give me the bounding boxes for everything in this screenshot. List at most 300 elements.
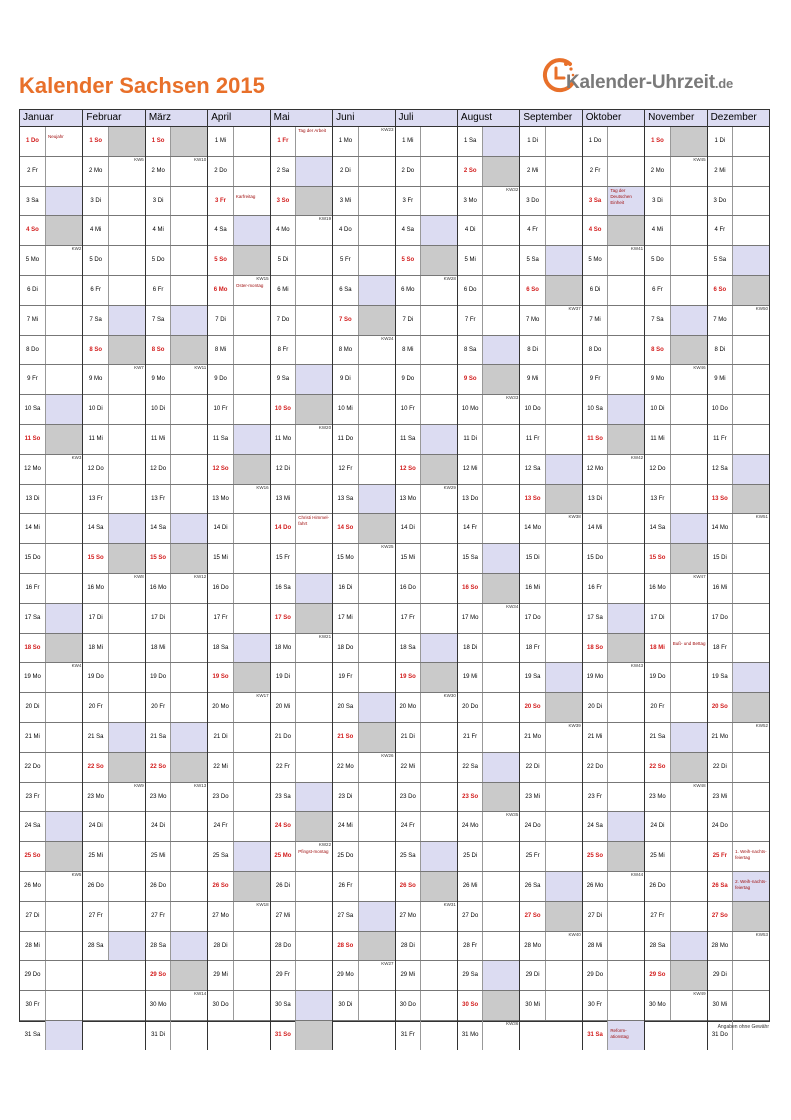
day-label: 23 So	[462, 793, 479, 800]
day-notes	[170, 634, 207, 663]
day-notes	[233, 455, 270, 484]
day-cell	[708, 216, 769, 246]
calendar-week-label: KW18	[256, 901, 269, 907]
day-cell	[146, 246, 207, 276]
day-notes	[545, 127, 582, 156]
day-label: 31 Do	[711, 1031, 728, 1038]
day-label: 18 Fr	[525, 644, 540, 651]
day-notes	[108, 216, 145, 245]
day-cell	[708, 276, 769, 306]
day-label: 21 Mo	[524, 733, 541, 740]
day-notes	[670, 216, 707, 245]
day-notes	[545, 216, 582, 245]
day-label: 5 Do	[89, 257, 103, 264]
day-label: 26 Di	[275, 882, 290, 889]
day-label: 10 Fr	[213, 406, 228, 413]
day-cell	[333, 783, 394, 813]
day-label: 25 Do	[337, 853, 354, 860]
calendar-week-label: KW20	[318, 424, 332, 430]
day-label: 26 Do	[649, 882, 666, 889]
day-notes	[170, 514, 207, 543]
day-label: 25 So	[587, 853, 604, 860]
day-cell	[208, 783, 269, 813]
day-notes	[482, 395, 519, 424]
holiday-name: Reform-ationstag	[610, 1027, 629, 1039]
day-notes	[607, 306, 644, 335]
day-notes	[358, 395, 395, 424]
calendar-week-label: KW9	[134, 782, 144, 788]
day-cell	[583, 872, 644, 902]
day-notes	[170, 1021, 207, 1050]
day-label: 12 Do	[87, 465, 104, 472]
day-cell	[83, 872, 144, 902]
day-notes	[108, 812, 145, 841]
day-notes	[420, 932, 457, 961]
day-notes	[295, 663, 332, 692]
day-label: 17 Fr	[400, 614, 415, 621]
day-cell	[20, 783, 82, 813]
day-cell	[146, 425, 207, 455]
day-cell	[708, 783, 769, 813]
day-notes	[545, 544, 582, 573]
day-label: 22 Mi	[400, 763, 416, 770]
month-header: Juni	[333, 110, 394, 127]
calendar-week-label: KW27	[381, 961, 394, 967]
day-notes	[108, 693, 145, 722]
day-notes	[108, 485, 145, 514]
day-label: 13 So	[711, 495, 728, 502]
month-header: Februar	[83, 110, 144, 127]
day-label: 11 Mi	[88, 435, 103, 442]
day-notes	[670, 544, 707, 573]
day-notes	[482, 842, 519, 871]
day-cell	[146, 157, 207, 187]
month-header: Januar	[20, 110, 82, 127]
day-notes	[295, 932, 332, 961]
day-label: 15 Mi	[400, 555, 416, 562]
day-cell	[583, 425, 644, 455]
day-cell	[396, 663, 457, 693]
day-cell	[20, 365, 82, 395]
day-notes	[295, 157, 332, 186]
day-cell	[20, 604, 82, 634]
day-cell	[583, 485, 644, 515]
day-cell	[520, 842, 581, 872]
day-label: 27 Fr	[650, 912, 665, 919]
day-cell	[583, 604, 644, 634]
day-label: 3 Di	[152, 197, 164, 204]
day-notes	[482, 187, 519, 216]
day-cell	[583, 306, 644, 336]
day-cell	[396, 961, 457, 991]
day-label: 24 Do	[524, 823, 541, 830]
calendar-week-label: KW37	[568, 305, 581, 311]
day-notes	[732, 902, 769, 931]
day-label: 24 Mi	[338, 823, 353, 830]
day-label: 18 Fr	[712, 644, 727, 651]
day-notes	[170, 455, 207, 484]
day-label: 9 Fr	[27, 376, 38, 383]
day-label: 19 Fr	[338, 674, 353, 681]
day-cell	[20, 485, 82, 515]
day-cell	[83, 842, 144, 872]
day-notes	[358, 663, 395, 692]
day-cell	[83, 306, 144, 336]
day-cell	[583, 127, 644, 157]
day-cell	[333, 604, 394, 634]
day-label: 15 Do	[24, 555, 41, 562]
day-label: 11 Di	[463, 435, 477, 442]
day-notes	[358, 425, 395, 454]
day-cell	[645, 455, 706, 485]
day-notes	[732, 395, 769, 424]
day-cell	[20, 216, 82, 246]
day-notes	[170, 872, 207, 901]
day-notes	[607, 663, 644, 692]
day-label: 25 Sa	[212, 853, 229, 860]
day-cell	[458, 574, 519, 604]
day-cell	[20, 336, 82, 366]
day-notes	[358, 544, 395, 573]
day-notes	[607, 336, 644, 365]
day-label: 28 Sa	[87, 942, 104, 949]
day-notes	[482, 991, 519, 1020]
day-cell	[520, 336, 581, 366]
day-label: 12 Do	[649, 465, 666, 472]
day-cell	[458, 216, 519, 246]
day-notes	[295, 336, 332, 365]
day-label: 16 Mo	[149, 584, 167, 591]
day-notes	[358, 306, 395, 335]
day-notes	[358, 693, 395, 722]
day-cell	[645, 187, 706, 217]
day-label: 15 Sa	[462, 555, 479, 562]
day-notes	[170, 812, 207, 841]
day-label: 20 Fr	[650, 704, 665, 711]
day-label: 5 Do	[651, 257, 664, 264]
day-label: 5 Di	[277, 257, 289, 264]
day-label: 12 Fr	[338, 465, 353, 472]
day-cell	[396, 783, 457, 813]
day-notes	[170, 395, 207, 424]
day-notes	[358, 634, 395, 663]
day-cell	[83, 753, 144, 783]
month-column	[270, 110, 332, 1050]
day-notes	[420, 693, 457, 722]
day-label: 26 So	[399, 882, 416, 889]
calendar-week-label: KW44	[630, 871, 644, 877]
day-label: 6 Fr	[652, 286, 663, 293]
day-label: 21 Sa	[150, 733, 166, 740]
day-cell	[146, 932, 207, 962]
day-notes	[670, 634, 707, 663]
day-cell	[271, 753, 332, 783]
day-label: 15 Mi	[213, 555, 228, 562]
day-label: 24 Mo	[461, 823, 479, 830]
day-cell	[645, 246, 706, 276]
day-label: 1 Mi	[214, 138, 227, 144]
day-label: 3 Sa	[26, 197, 39, 204]
day-cell	[583, 395, 644, 425]
day-notes	[45, 306, 82, 335]
day-notes	[295, 306, 332, 335]
day-cell	[583, 932, 644, 962]
day-cell	[583, 365, 644, 395]
day-notes	[358, 336, 395, 365]
day-notes	[108, 365, 145, 394]
day-cell	[83, 932, 144, 962]
day-notes	[420, 306, 457, 335]
day-notes	[295, 812, 332, 841]
day-cell	[20, 395, 82, 425]
day-cell	[458, 365, 519, 395]
day-notes	[295, 425, 332, 454]
day-notes	[420, 961, 457, 990]
day-label: 20 Fr	[88, 704, 103, 711]
day-notes	[732, 336, 769, 365]
day-notes	[482, 425, 519, 454]
day-label: 23 Sa	[275, 793, 291, 800]
calendar-week-label: KW46	[693, 365, 706, 371]
day-notes	[108, 425, 145, 454]
day-notes	[670, 187, 707, 216]
day-cell	[208, 365, 269, 395]
holiday-name: 2. Weih-nachts-feiertag	[735, 878, 767, 890]
day-label: 1 Di	[527, 138, 538, 144]
calendar-week-label: KW13	[193, 782, 207, 788]
day-notes	[295, 723, 332, 752]
day-label: 9 Fr	[589, 376, 601, 383]
day-label: 8 Mo	[338, 346, 353, 353]
day-cell	[20, 634, 82, 664]
day-cell	[208, 634, 269, 664]
day-notes	[607, 872, 644, 901]
day-notes	[45, 276, 82, 305]
day-cell	[708, 932, 769, 962]
day-cell	[333, 216, 394, 246]
day-label: 30 Do	[399, 1002, 416, 1009]
day-label: 28 Mi	[587, 942, 603, 949]
day-label: 2 Mi	[526, 167, 539, 174]
calendar-week-label: KW12	[193, 573, 207, 579]
day-cell	[83, 574, 144, 604]
day-label: 2 Mi	[714, 167, 726, 174]
day-label: 19 Sa	[712, 674, 728, 681]
calendar-week-label: KW6	[134, 156, 144, 162]
day-cell	[458, 1021, 519, 1050]
day-notes	[45, 634, 82, 663]
day-notes	[732, 157, 769, 186]
day-notes	[233, 991, 270, 1020]
day-label: 9 So	[463, 376, 477, 383]
day-label: 24 Do	[711, 823, 728, 830]
day-cell	[583, 187, 644, 217]
day-label: 27 Mo	[212, 912, 229, 919]
calendar-week-label: KW16	[256, 484, 269, 490]
day-label: 19 Mo	[586, 674, 604, 681]
day-label: 27 Do	[462, 912, 479, 919]
day-notes	[233, 663, 270, 692]
day-cell	[271, 336, 332, 366]
month-column	[82, 110, 144, 1050]
day-label: 11 Mi	[650, 435, 665, 442]
day-cell	[271, 1021, 332, 1050]
day-notes	[482, 455, 519, 484]
day-label: 13 So	[524, 495, 541, 502]
day-cell	[520, 932, 581, 962]
day-label: 30 Mo	[149, 1002, 167, 1009]
day-cell	[396, 574, 457, 604]
day-cell	[146, 365, 207, 395]
day-label: 3 Do	[713, 197, 727, 204]
day-label: 10 Di	[151, 406, 166, 413]
day-label: 23 Mo	[149, 793, 167, 800]
day-notes	[732, 753, 769, 782]
day-label: 31 Sa	[24, 1031, 41, 1038]
day-cell	[520, 187, 581, 217]
day-notes	[482, 365, 519, 394]
day-notes	[295, 544, 332, 573]
day-cell	[208, 544, 269, 574]
calendar-week-label: KW7	[134, 365, 144, 371]
day-notes	[482, 157, 519, 186]
day-notes	[545, 246, 582, 275]
day-label: 4 Sa	[214, 227, 227, 234]
day-notes	[170, 425, 207, 454]
calendar-week-label: KW39	[568, 722, 581, 728]
day-label: 18 So	[24, 644, 41, 651]
day-notes	[607, 127, 644, 156]
day-label: 14 Mi	[587, 525, 603, 532]
day-notes	[108, 932, 145, 961]
day-label: 9 Do	[214, 376, 227, 383]
day-notes	[545, 663, 582, 692]
day-notes	[670, 485, 707, 514]
day-label: 30 Mo	[649, 1002, 666, 1009]
day-cell	[520, 574, 581, 604]
day-cell	[146, 783, 207, 813]
day-notes	[482, 485, 519, 514]
calendar-week-label: KW8	[134, 573, 144, 579]
day-notes	[482, 216, 519, 245]
day-label: 25 Mi	[88, 853, 104, 860]
day-label: 13 Mo	[399, 495, 417, 502]
day-notes	[358, 127, 395, 156]
day-label: 3 Mi	[339, 197, 352, 204]
day-notes	[732, 187, 769, 216]
day-cell	[208, 455, 269, 485]
day-label: 14 Mo	[711, 525, 729, 532]
calendar-week-label: KW30	[443, 693, 456, 699]
day-cell	[396, 455, 457, 485]
day-label: 20 Di	[588, 704, 603, 711]
day-notes	[670, 604, 707, 633]
day-label: 8 Di	[527, 346, 538, 353]
day-label: 28 So	[337, 942, 354, 949]
day-label: 10 Mi	[338, 406, 353, 413]
month-column	[582, 110, 644, 1050]
day-notes	[607, 991, 644, 1020]
day-label: 14 Mo	[524, 525, 541, 532]
day-notes	[358, 842, 395, 871]
day-cell	[396, 306, 457, 336]
day-cell	[20, 961, 82, 991]
day-notes	[420, 514, 457, 543]
day-notes	[670, 753, 707, 782]
day-notes	[170, 187, 207, 216]
day-label: 28 Di	[213, 942, 228, 949]
day-label: 17 Di	[151, 614, 166, 621]
day-notes	[45, 961, 82, 990]
day-notes	[233, 425, 270, 454]
day-notes	[108, 455, 145, 484]
day-cell	[333, 723, 394, 753]
day-label: 20 So	[524, 704, 541, 711]
empty-day-cell	[83, 961, 144, 991]
day-cell	[208, 187, 269, 217]
day-notes	[170, 157, 207, 186]
day-notes	[358, 157, 395, 186]
month-column	[145, 110, 207, 1050]
day-notes	[545, 157, 582, 186]
day-notes	[670, 246, 707, 275]
day-notes	[170, 246, 207, 275]
holiday-name: Neujahr	[47, 134, 64, 139]
day-notes	[45, 604, 82, 633]
day-label: 26 Mo	[586, 882, 604, 889]
calendar-week-label: KW10	[193, 156, 207, 162]
day-cell	[583, 1021, 644, 1050]
day-cell	[645, 991, 706, 1021]
day-cell	[333, 663, 394, 693]
day-notes	[233, 365, 270, 394]
day-cell	[83, 425, 144, 455]
day-cell	[146, 991, 207, 1021]
day-label: 13 Do	[462, 495, 479, 502]
day-cell	[583, 991, 644, 1021]
day-cell	[645, 336, 706, 366]
day-label: 30 Mi	[525, 1002, 540, 1009]
day-notes	[420, 157, 457, 186]
day-notes	[358, 187, 395, 216]
day-cell	[520, 902, 581, 932]
day-notes	[670, 395, 707, 424]
day-notes	[420, 216, 457, 245]
day-notes	[545, 574, 582, 603]
day-notes	[670, 306, 707, 335]
logo[interactable]	[542, 58, 757, 98]
day-label: 2 Mo	[650, 167, 665, 174]
calendar-week-label: KW15	[256, 275, 269, 281]
day-cell	[83, 514, 144, 544]
day-cell	[20, 693, 82, 723]
day-cell	[271, 425, 332, 455]
day-label: 15 Do	[587, 555, 604, 562]
day-label: 14 Do	[274, 525, 292, 532]
day-label: 14 So	[337, 525, 354, 532]
day-label: 4 Fr	[714, 227, 726, 234]
day-notes	[170, 693, 207, 722]
day-cell	[708, 872, 769, 902]
day-cell	[458, 634, 519, 664]
day-label: 30 So	[462, 1002, 479, 1009]
day-cell	[208, 723, 269, 753]
day-notes	[607, 365, 644, 394]
calendar-week-label: KW40	[568, 931, 581, 937]
day-notes	[545, 395, 582, 424]
day-label: 15 Mo	[337, 555, 354, 562]
day-cell	[458, 932, 519, 962]
